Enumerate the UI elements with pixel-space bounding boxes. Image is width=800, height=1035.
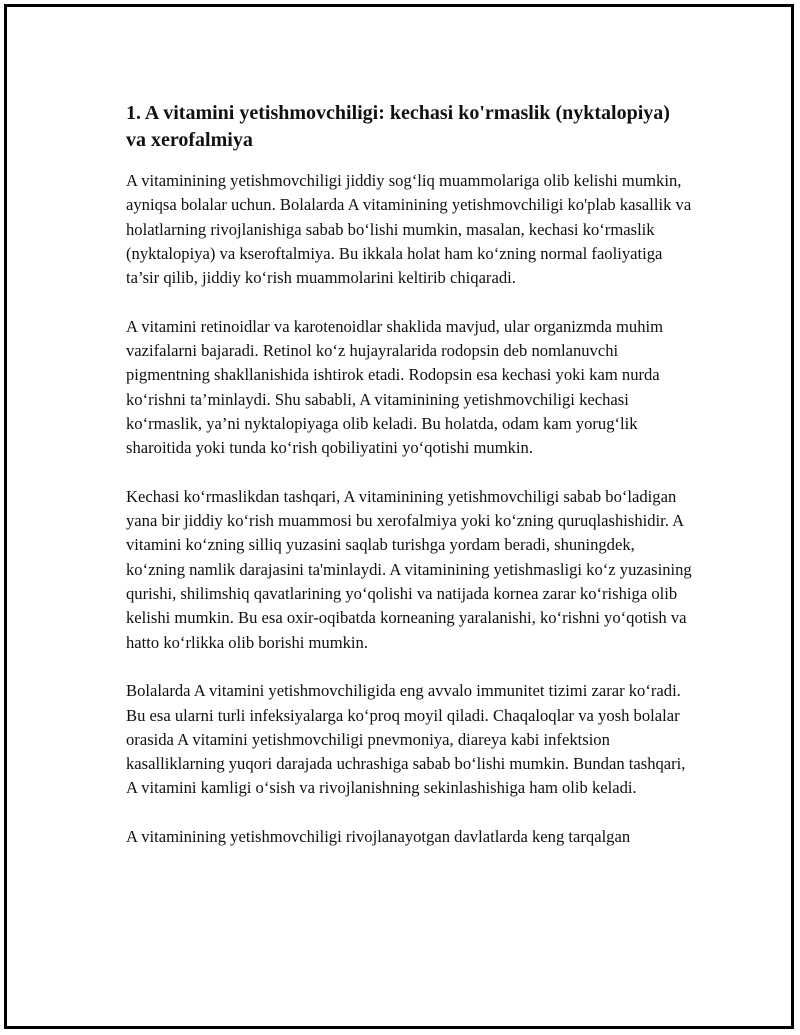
page-frame <box>4 4 794 1029</box>
paragraph-5: A vitaminining yetishmovchiligi rivojlanayotgan davlatlarda keng tarqalgan <box>126 827 631 847</box>
paragraph-3: Kechasi ko‘rmaslikdan tashqari, A vitaminining yetishmovchiligi sabab bo‘ladigan yana bir jiddiy ko‘rish muammosi bu xerofalmiya yoki ko‘zning quruqlashishidir. A vitamini ko‘zning silliq yuzasini saqlab turishga yordam beradi, shuningdek, ko‘zning namlik darajasini ta'minlaydi. A vitaminining yetishmasligi ko‘z yuzasining qurishi, shilimshiq qavatlarining yo‘qolishi va natijada kornea zarar ko‘rishiga olib kelishi mumkin. Bu esa oxir-oqibatda korneaning yaralanishi, ko‘rishni yo‘qotish va hatto ko‘rlikka olib borishi mumkin. <box>126 486 692 652</box>
paragraph-4: Bolalarda A vitamini yetishmovchiligida eng avvalo immunitet tizimi zarar ko‘radi. Bu esa ularni turli infeksiyalarga ko‘proq moyil qiladi. Chaqaloqlar va yosh bolalar orasida A vitamini yetishmovchiligi pnevmoniya, diareya kabi infektsion kasalliklarning yuqori darajada uchrashiga sabab bo‘lishi mumkin. Bundan tashqari, A vitamini kamligi o‘sish va rivojlanishning sekinlashishiga ham olib keladi. <box>126 681 686 798</box>
section-heading: 1. A vitamini yetishmovchiligi: kechasi ko'rmaslik (nyktalopiya) va xerofalmiya <box>126 102 670 151</box>
document-body <box>122 100 692 874</box>
paragraph-2: A vitamini retinoidlar va karotenoidlar shaklida mavjud, ular organizmda muhim vazifalarni bajaradi. Retinol ko‘z hujayralarida rodopsin deb nomlanuvchi pigmentning shakllanishida ishtirok etadi. Rodopsin esa kechasi yoki kam nurda ko‘rishni ta’minlaydi. Shu sababli, A vitaminining yetishmovchiligi kechasi ko‘rmaslik, ya’ni nyktalopiyaga olib keladi. Bu holatda, odam kam yorug‘lik sharoitida yoki tunda ko‘rish qobiliyatini yo‘qotishi mumkin. <box>126 316 664 458</box>
paragraph-1: A vitaminining yetishmovchiligi jiddiy sog‘liq muammolariga olib kelishi mumkin, ayniqsa bolalar uchun. Bolalarda A vitaminining yetishmovchiligi ko'plab kasallik va holatlarning rivojlanishiga sabab bo‘lishi mumkin, masalan, kechasi ko‘rmaslik (nyktalopiya) va kseroftalmiya. Bu ikkala holat ham ko‘zning normal faoliyatiga ta’sir qilib, jiddiy ko‘rish muammolarini keltirib chiqaradi. <box>126 171 692 288</box>
